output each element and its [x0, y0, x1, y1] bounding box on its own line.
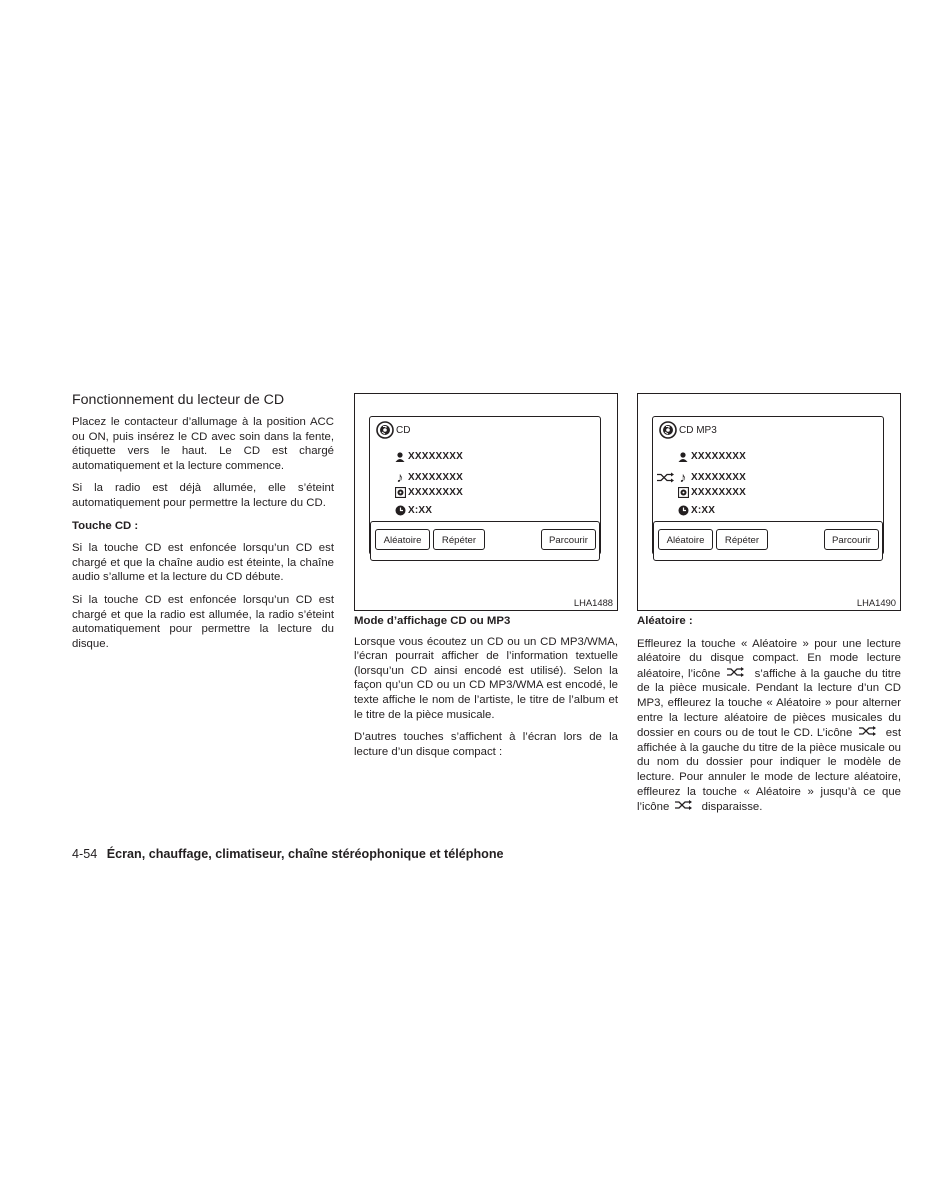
time-row — [394, 505, 432, 516]
album-icon — [394, 487, 406, 498]
shuffle-icon — [724, 666, 750, 678]
album-row — [394, 487, 463, 498]
music-note-icon: ♪ — [679, 469, 687, 485]
paragraph-radio-off: Si la radio est déjà allumée, elle s’éteint automatiquement pour permettre la lecture du CD. — [72, 482, 334, 509]
shuffle-icon — [856, 725, 882, 737]
album-text: XXXXXXXX — [691, 487, 746, 498]
cd-screen — [369, 416, 601, 555]
artist-icon — [394, 452, 406, 462]
paragraph-insert-cd: Placez le contacteur d’allumage à la position ACC ou ON, puis insérez le CD avec soin dans la fente, étiquette vers le haut. Le CD est chargé automatiquement et la lecture commence. — [72, 416, 334, 472]
artist-row — [677, 451, 746, 462]
time-text: X:XX — [408, 505, 433, 516]
subheading-shuffle: Aléatoire : — [637, 615, 693, 627]
track-text: XXXXXXXX — [691, 471, 746, 483]
disc-icon — [376, 421, 394, 439]
album-icon — [677, 487, 689, 498]
screen-title — [659, 421, 717, 439]
paragraph-cd-button-radio-on: Si la touche CD est enfoncée lorsqu’un CD est chargé et que la radio est allumée, la radio s’éteint automatiquement pour permettre la lecture du disque. — [72, 593, 334, 650]
paragraph-other-keys: D’autres touches s’affichent à l’écran lors de la lecture d’un disque compact : — [354, 731, 618, 758]
screen-source-label: CD MP3 — [679, 424, 717, 436]
track-row — [657, 469, 746, 485]
shuffle-button[interactable]: Aléatoire — [658, 529, 713, 550]
browse-button[interactable]: Parcourir — [541, 529, 596, 550]
album-row — [677, 487, 746, 498]
track-row — [394, 469, 463, 485]
clock-icon — [394, 505, 406, 516]
repeat-button[interactable]: Répéter — [433, 529, 485, 550]
music-note-icon: ♪ — [396, 469, 404, 485]
subheading-display-mode: Mode d’affichage CD ou MP3 — [354, 615, 511, 627]
shuffle-icon — [657, 472, 675, 483]
disc-icon — [659, 421, 677, 439]
figure-id: LHA1488 — [573, 597, 613, 608]
subheading-cd-button: Touche CD : — [72, 519, 139, 532]
screen-title — [376, 421, 410, 439]
artist-row — [394, 451, 463, 462]
browse-button[interactable]: Parcourir — [824, 529, 879, 550]
shuffle-button[interactable]: Aléatoire — [375, 529, 430, 550]
paragraph-shuffle — [637, 637, 901, 815]
shuffle-icon — [672, 799, 698, 811]
track-text: XXXXXXXX — [408, 471, 463, 483]
album-text: XXXXXXXX — [408, 487, 463, 498]
section-heading: Fonctionnement du lecteur de CD — [72, 392, 285, 408]
time-text: X:XX — [691, 505, 716, 516]
figure-cd-display — [354, 393, 618, 611]
artist-text: XXXXXXXX — [408, 451, 463, 462]
shuffle-text-4: disparaisse. — [701, 801, 763, 814]
repeat-button[interactable]: Répéter — [716, 529, 768, 550]
button-bar — [370, 521, 600, 561]
shuffle-text-2: s’affiche à la gauche du titre de la pièce musicale. Pendant la lecture d’un CD MP3, effleurez la touche « Aléatoire » pour alterner entre la lecture aléatoire de pièces musicales du dossier en cours ou de tout le CD. L’icône — [637, 667, 901, 740]
left-column — [72, 392, 334, 651]
artist-icon — [677, 452, 689, 462]
page-footer — [72, 847, 504, 861]
time-row — [677, 505, 715, 516]
mp3-screen — [652, 416, 884, 555]
middle-column — [354, 614, 618, 759]
figure-id: LHA1490 — [856, 597, 896, 608]
chapter-title: Écran, chauffage, climatiseur, chaîne stéréophonique et téléphone — [106, 847, 504, 861]
page-number: 4-54 — [72, 847, 98, 861]
figure-mp3-display — [637, 393, 901, 611]
shuffle-text-1: Effleurez la touche « Aléatoire » pour une lecture aléatoire du disque compact. En mode lecture aléatoire, l’icône — [637, 637, 901, 680]
shuffle-text-3: est affichée à la gauche du titre de la pièce musicale ou du nom du dossier pour indiquer le modèle de lecture. Pour annuler le mode de lecture aléatoire, effleurez la touche « Aléatoire » jusqu’à ce que l’icône — [637, 727, 901, 814]
paragraph-cd-button-audio-off: Si la touche CD est enfoncée lorsqu’un CD est chargé et que la chaîne audio est éteinte, la chaîne audio s’allume et la lecture du CD débute. — [72, 542, 334, 584]
right-column — [637, 614, 901, 815]
clock-icon — [677, 505, 689, 516]
screen-source-label: CD — [396, 424, 411, 436]
artist-text: XXXXXXXX — [691, 451, 746, 462]
button-bar — [653, 521, 883, 561]
paragraph-display-mode: Lorsque vous écoutez un CD ou un CD MP3/WMA, l’écran pourrait afficher de l’information textuelle (lorsqu’un CD ainsi encodé est utilisé). Selon la façon qu’un CD ou un CD MP3/WMA est encodé, le texte affiche le nom de l’artiste, le titre de l’album et le titre de la pièce musicale. — [354, 635, 618, 721]
